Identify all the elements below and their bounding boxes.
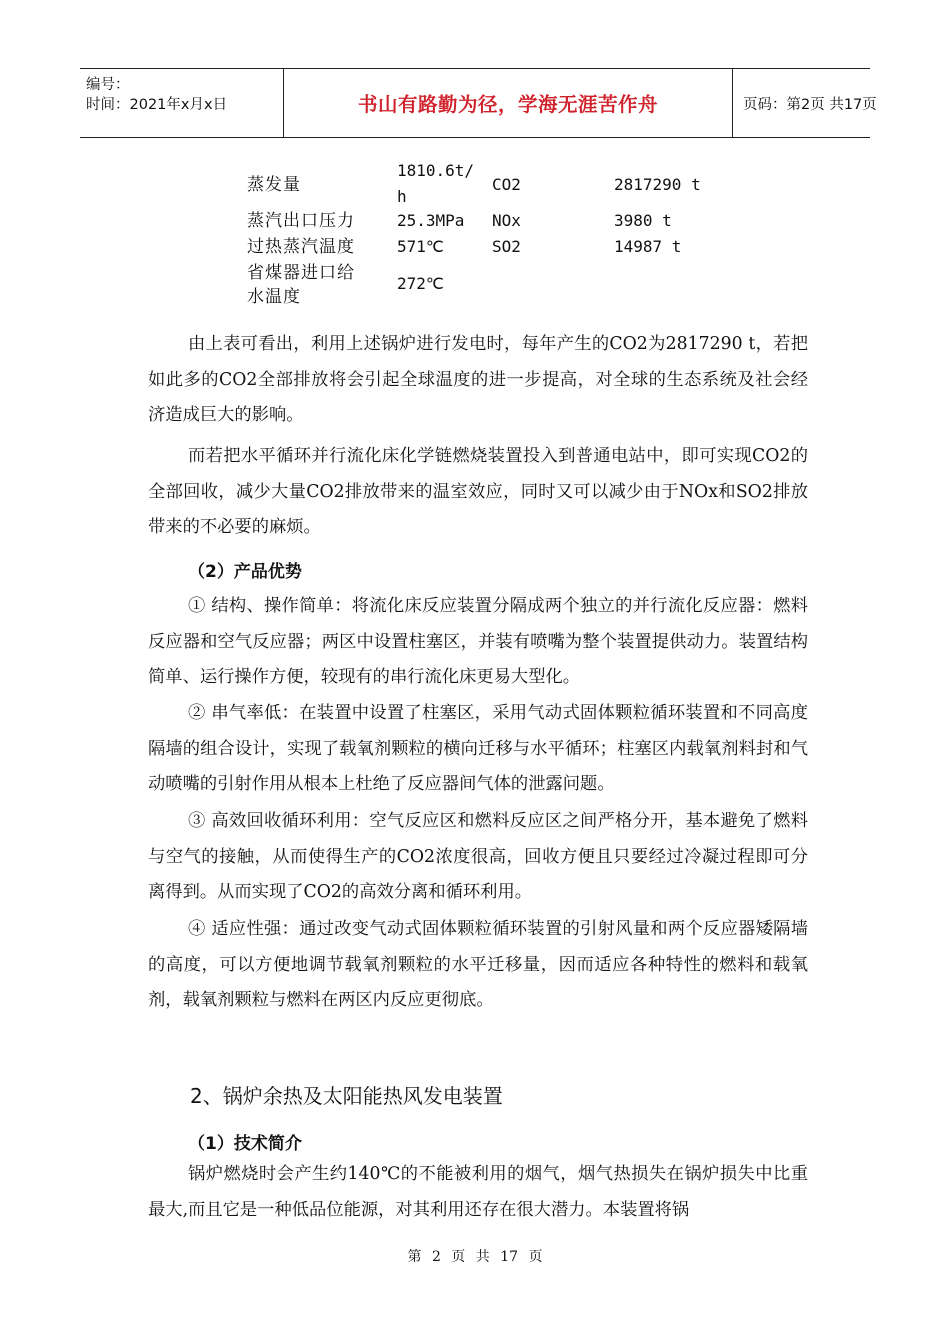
- advantage-item: ② 串气率低：在装置中设置了柱塞区，采用气动式固体颗粒循环装置和不同高度隔墙的组合设计，实现了载氧剂颗粒的横向迁移与水平循环；柱塞区内载氧剂料封和气动喷嘴的引射作用从根本上杜绝了反应器间气体的泄露问题。: [148, 703, 808, 795]
- paragraph: 而若把水平循环并行流化床化学链燃烧装置投入到普通电站中，即可实现CO2的全部回收，减少大量CO2排放带来的温室效应，同时又可以减少由于NOx和SO2排放带来的不必要的麻烦。: [148, 446, 808, 538]
- paragraph: 锅炉燃烧时会产生约140℃的不能被利用的烟气，烟气热损失在锅炉损失中比重最大,而且它是一种低品位能源，对其利用还存在很大潜力。本装置将锅: [148, 1164, 808, 1220]
- spec-pollutant: SO2: [492, 237, 521, 256]
- spec-pollutant: NOx: [492, 211, 521, 230]
- spec-value: 25.3MPa: [397, 211, 465, 230]
- spec-amount: 14987 t: [614, 237, 682, 256]
- advantage-item: ① 结构、操作简单：将流化床反应装置分隔成两个独立的并行流化反应器：燃料反应器和空气反应器；两区中设置柱塞区，并装有喷嘴为整个装置提供动力。装置结构简单、运行操作方便，较现有的串行流化床更易大型化。: [148, 596, 808, 688]
- subheading-advantages: （2）产品优势: [188, 562, 302, 582]
- header-meta: [80, 69, 284, 137]
- page-footer: 第 2 页 共 17 页: [407, 1249, 543, 1265]
- motto-text: 书山有路勤为径，学海无涯苦作舟: [357, 93, 658, 116]
- advantage-item: ④ 适应性强：通过改变气动式固体颗粒循环装置的引射风量和两个反应器矮隔墙的高度，可以方便地调节载氧剂颗粒的水平迁移量，因而适应各种特性的燃料和载氧剂，载氧剂颗粒与燃料在两区内反应更彻底。: [148, 919, 808, 1011]
- header-page: [733, 69, 877, 137]
- spec-amount: 2817290 t: [614, 175, 701, 194]
- spec-value: h: [397, 187, 407, 206]
- spec-param: 过热蒸汽温度: [247, 237, 355, 257]
- subheading-intro: （1）技术简介: [188, 1134, 302, 1154]
- spec-param: 水温度: [247, 287, 301, 307]
- spec-param: 蒸汽出口压力: [247, 211, 355, 231]
- spec-param: 省煤器进口给: [247, 263, 355, 283]
- number-label: 编号：: [86, 77, 130, 93]
- spec-value: 1810.6t/: [397, 161, 475, 180]
- spec-value: 272℃: [397, 274, 444, 293]
- section-title: 2、锅炉余热及太阳能热风发电装置: [190, 1084, 503, 1108]
- spec-amount: 3980 t: [614, 211, 672, 230]
- header-motto: [284, 69, 733, 137]
- spec-value: 571℃: [397, 237, 444, 256]
- page-header: [80, 68, 877, 138]
- spec-pollutant: CO2: [492, 175, 521, 194]
- page-label: 页码：第2页 共17页: [743, 96, 877, 113]
- spec-param: 蒸发量: [247, 175, 301, 195]
- paragraph: 由上表可看出，利用上述锅炉进行发电时，每年产生的CO2为2817290 t，若把如此多的CO2全部排放将会引起全球温度的进一步提高，对全球的生态系统及社会经济造成巨大的影响。: [148, 334, 808, 426]
- date-label: 时间：2021年x月x日: [86, 97, 228, 113]
- advantage-item: ③ 高效回收循环利用：空气反应区和燃料反应区之间严格分开，基本避免了燃料与空气的接触，从而使得生产的CO2浓度很高，回收方便且只要经过冷凝过程即可分离得到。从而实现了CO2的高效分离和循环利用。: [148, 811, 808, 903]
